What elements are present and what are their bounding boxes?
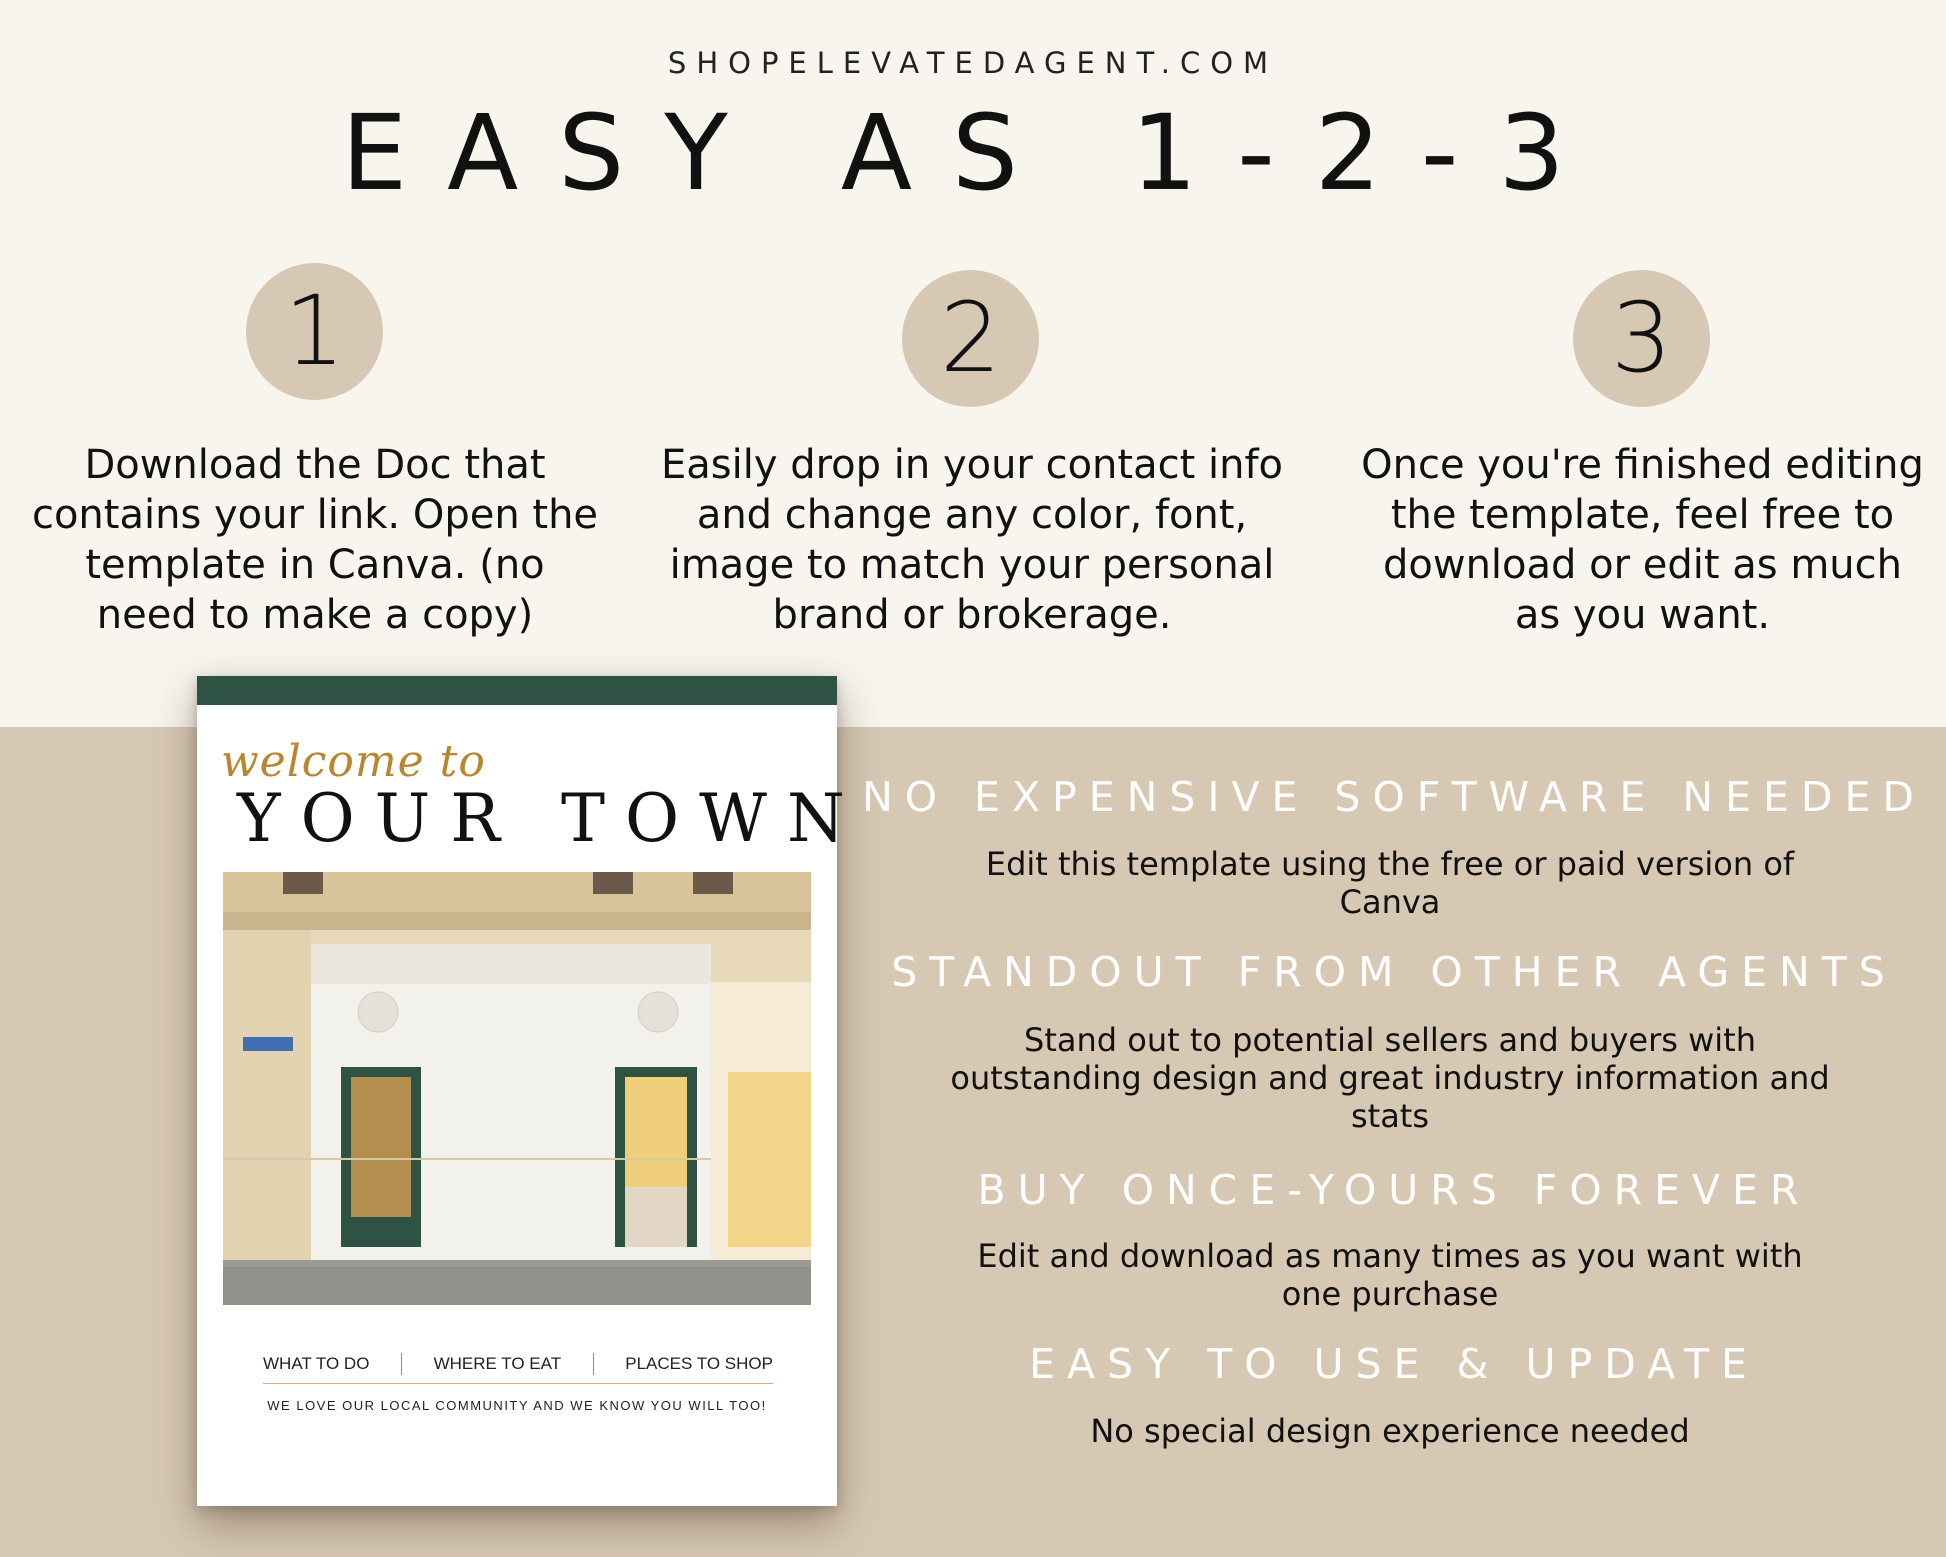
flyer-tagline: WE LOVE OUR LOCAL COMMUNITY AND WE KNOW YOU WILL TOO! (267, 1398, 767, 1413)
flyer-title: YOUR TOWN (237, 780, 865, 857)
storefront-photo (223, 872, 811, 1305)
feature-3-title: BUY ONCE-YOURS FOREVER (977, 1166, 1811, 1214)
feature-4-title: EASY TO USE & UPDATE (1029, 1340, 1759, 1388)
step-3-text: Once you're finished editing the template, feel free to download or edit as much as you want. (1361, 442, 1924, 638)
site-url: SHOPELEVATEDAGENT.COM (667, 46, 1279, 80)
feature-3-body: Edit and download as many times as you want with one purchase (977, 1237, 1803, 1313)
step-2-text: Easily drop in your contact info and change any color, font, image to match your personal brand or brokerage. (660, 442, 1284, 638)
feature-2-body: Stand out to potential sellers and buyers with outstanding design and great industry information and stats (950, 1021, 1830, 1135)
flyer-nav-where-to-eat: WHERE TO EAT (433, 1353, 562, 1373)
step-3-circle: 3 (1573, 270, 1710, 407)
storefront-illustration (223, 872, 811, 1305)
flyer-nav-what-to-do: WHAT TO DO (263, 1353, 370, 1373)
step-1-text: Download the Doc that contains your link. Open the template in Canva. (no need to make a copy) (31, 442, 599, 638)
flyer-nav-divider (593, 1353, 594, 1375)
flyer-nav (263, 1344, 773, 1384)
feature-2-title: STANDOUT FROM OTHER AGENTS (891, 948, 1897, 996)
feature-4-body: No special design experience needed (1090, 1412, 1690, 1450)
flyer-script-heading: welcome to (221, 736, 486, 787)
headline: EASY AS 1-2-3 (341, 92, 1605, 214)
step-2-circle: 2 (902, 270, 1039, 407)
flyer-nav-divider (401, 1353, 402, 1375)
step-1-circle: 1 (246, 263, 383, 400)
flyer-top-band (197, 676, 837, 705)
flyer-nav-places-to-shop: PLACES TO SHOP (625, 1353, 773, 1373)
feature-1-body: Edit this template using the free or paid version of Canva (985, 845, 1795, 921)
flyer-mockup (197, 676, 865, 1506)
feature-1-title: NO EXPENSIVE SOFTWARE NEEDED (862, 773, 1926, 821)
